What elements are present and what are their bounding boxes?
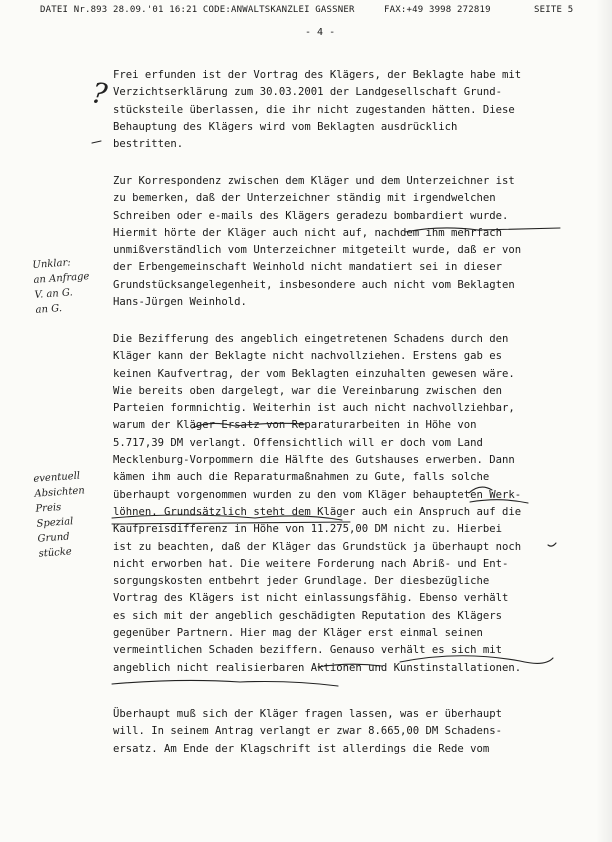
text-line: Kaufpreisdifferenz in Höhe von 11.275,00 DM nicht zu. Hierbei [113, 523, 503, 536]
text-line: Wie bereits oben dargelegt, war die Vereinbarung zwischen den [113, 384, 503, 397]
text-line: es sich mit der angeblich geschädigten Reputation des Klägers [113, 609, 503, 622]
text-line: vermeintlichen Schaden beziffern. Genauso verhält es sich mit [113, 644, 503, 657]
page-number: - 4 - [305, 27, 336, 38]
text-line: stücksteile überlassen, die ihr nicht zugestanden hätten. Diese [113, 103, 515, 116]
text-line: ersatz. Am Ende der Klagschrift ist allerdings die Rede vom [113, 742, 490, 755]
text-line: 5.717,39 DM verlangt. Offensichtlich will er doch vom Land [113, 436, 483, 449]
text-line: unmißverständlich vom Unterzeichner mitgeteilt wurde, daß er von [113, 244, 522, 257]
text-line: kämen ihm auch die Reparaturmaßnahmen zu Gute, falls solche [113, 471, 490, 484]
text-line: löhnen. Grundsätzlich steht dem Kläger auch ein Anspruch auf die [113, 505, 522, 518]
pen-strikethrough [400, 656, 553, 664]
text-line: der Erbengemeinschaft Weinhold nicht mandatiert sei in dieser [113, 261, 503, 274]
text-line: Frei erfunden ist der Vortrag des Klägers, der Beklagte habe mit [113, 69, 522, 81]
text-line: keinen Kaufvertrag, der vom Beklagten einzuhalten gewesen wäre. [113, 367, 515, 380]
pen-strikethrough [112, 515, 342, 520]
pen-underline [405, 228, 560, 232]
text-line: Vortrag des Klägers ist nicht einlassungsfähig. Ebenso verhält [113, 592, 509, 605]
pen-underline [192, 423, 305, 428]
text-line: angeblich nicht realisierbaren Aktionen und Kunstinstallationen. [113, 661, 522, 674]
text-line: gegenüber Partnern. Hier mag der Kläger erst einmal seinen [113, 627, 483, 640]
handwritten-question-mark: ? [89, 76, 110, 111]
text-line: bestritten. [113, 138, 184, 151]
text-line: Zur Korrespondenz zwischen dem Kläger und dem Unterzeichner ist [113, 175, 515, 187]
text-line: ist zu beachten, daß der Kläger das Grundstück ja überhaupt noch [113, 540, 522, 553]
text-line: Mecklenburg-Vorpommern die Hälfte des Gutshauses erwerben. Dann [113, 454, 515, 467]
text-line: überhaupt vorgenommen wurden zu den vom Kläger behaupteten Werk- [113, 488, 522, 501]
fax-header-file-info: DATEI Nr.893 28.09.'01 16:21 CODE:ANWALTSKANZLEI GASSNER [40, 5, 355, 15]
text-line: will. In seinem Antrag verlangt er zwar 8.665,00 DM Schadens- [113, 725, 503, 738]
pen-dash-mark [92, 141, 101, 143]
text-line: Verzichtserklärung zum 30.03.2001 der Landgesellschaft Grund- [113, 86, 503, 99]
text-line: nicht erworben hat. Die weitere Forderung nach Abriß- und Ent- [113, 557, 509, 570]
pen-underline [469, 487, 492, 493]
text-line: Überhaupt muß sich der Kläger fragen lassen, was er überhaupt [113, 708, 503, 720]
scan-edge-shadow [596, 0, 612, 842]
pen-mark [548, 543, 556, 546]
pen-strikethrough [112, 522, 350, 524]
text-line: Die Bezifferung des angeblich eingetretenen Schadens durch den [113, 333, 509, 345]
pen-strikethrough [318, 664, 382, 667]
pen-strikethrough [112, 680, 338, 686]
text-line: Kläger kann der Beklagte nicht nachvollziehen. Erstens gab es [113, 350, 503, 363]
handwritten-note-2: eventuell Absichten Preis Spezial Grund stücke [33, 470, 86, 560]
text-line: sorgungskosten entbehrt jeder Grundlage. Der diesbezügliche [113, 575, 490, 588]
text-line: warum der Kläger Ersatz von Reparaturarbeiten in Höhe von [113, 419, 477, 432]
fax-header-fax-number: FAX:+49 3998 272819 [384, 5, 491, 15]
text-line: Behauptung des Klägers wird vom Beklagten ausdrücklich [113, 120, 458, 133]
pen-underline [470, 500, 528, 503]
text-line: Hans-Jürgen Weinhold. [113, 296, 247, 309]
text-line: Parteien formnichtig. Weiterhin ist auch nicht nachvollziehbar, [113, 402, 515, 415]
text-line: zu bemerken, daß der Unterzeichner ständig mit irgendwelchen [113, 192, 496, 205]
fax-header-page: SEITE 5 [534, 5, 574, 15]
handwritten-note-1: Unklar: an Anfrage V. an G. an G. [32, 257, 90, 316]
text-line: Hiermit hörte der Kläger auch nicht auf, nachdem ihm mehrfach [113, 226, 503, 239]
text-line: Schreiben oder e-mails des Klägers geradezu bombardiert wurde. [113, 209, 509, 222]
text-line: Grundstücksangelegenheit, insbesondere auch nicht vom Beklagten [113, 278, 515, 291]
